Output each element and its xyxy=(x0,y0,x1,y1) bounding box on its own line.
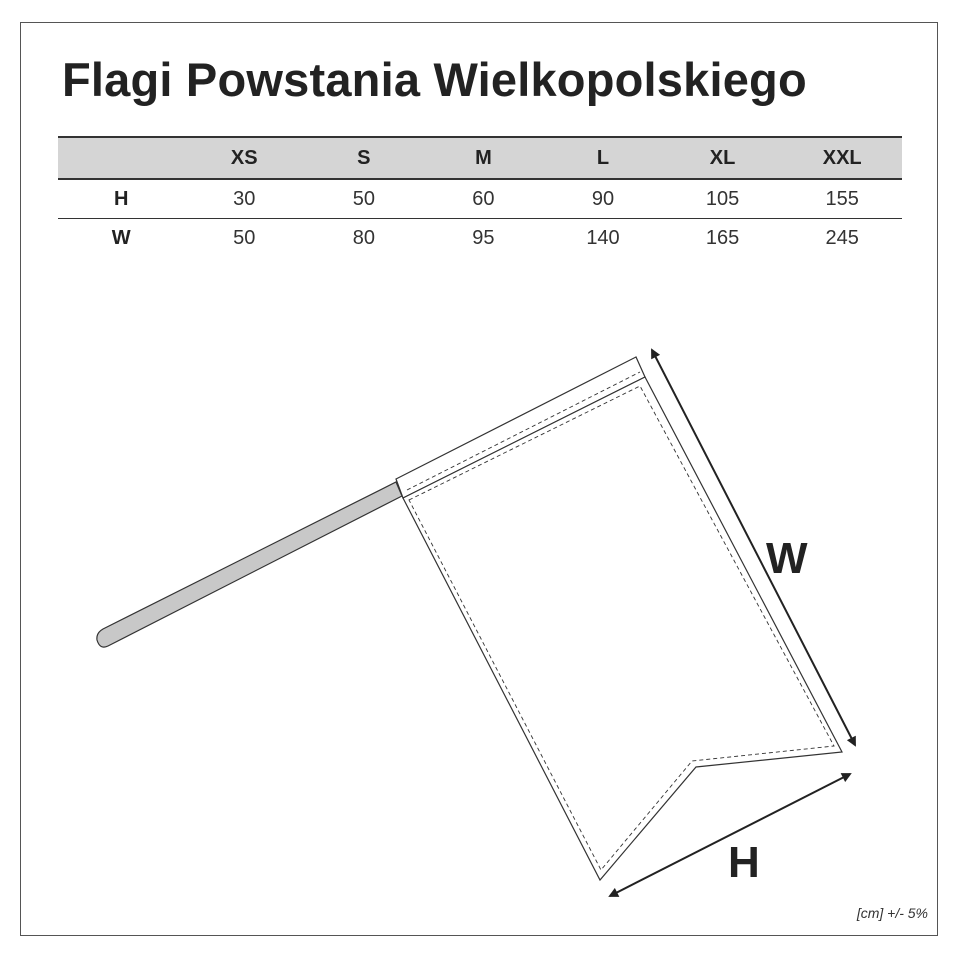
table-header-cell: XL xyxy=(663,137,783,179)
table-header-cell: XXL xyxy=(782,137,902,179)
table-cell: 140 xyxy=(586,226,620,249)
row-label-h: H xyxy=(58,179,184,219)
table-cell: 80 xyxy=(352,226,375,249)
table-cell: 90 xyxy=(543,179,663,219)
height-label: H xyxy=(728,838,760,887)
page-title: Flagi Powstania Wielkopolskiego xyxy=(62,53,807,106)
table-cell: 245 xyxy=(825,226,859,249)
flag-pole xyxy=(97,482,402,647)
width-label: W xyxy=(766,534,808,583)
table-cell: 30 xyxy=(184,179,304,219)
table-header-cell: XS xyxy=(184,137,304,179)
table-header-cell: S xyxy=(304,137,424,179)
table-cell: 155 xyxy=(782,179,902,219)
table-cell: 105 xyxy=(663,179,783,219)
table-cell: 165 xyxy=(705,226,740,249)
table-header-cell: L xyxy=(543,137,663,179)
table-cell: 50 xyxy=(304,179,424,219)
table-cell: 95 xyxy=(472,226,495,249)
table-cell: 50 xyxy=(233,226,256,249)
table-header-cell: M xyxy=(424,137,544,179)
unit-footnote: [cm] +/- 5% xyxy=(856,905,928,921)
row-label-w: W xyxy=(111,226,131,249)
table-cell: 60 xyxy=(424,179,544,219)
